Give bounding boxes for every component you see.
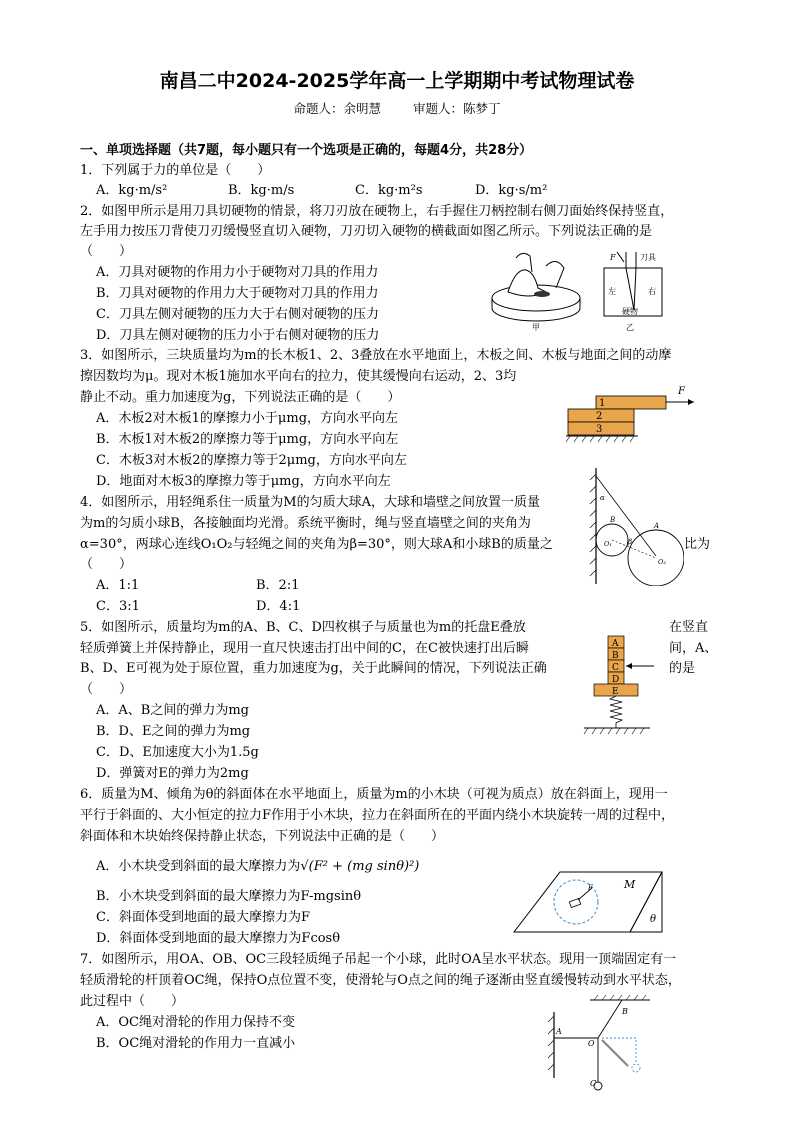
q1-option-b: B．kg·m/s: [228, 183, 295, 198]
q5-line-1-tail: 在竖直: [669, 620, 709, 635]
fig-yi-caption: 乙: [626, 323, 634, 332]
piece-d-label: D: [612, 675, 620, 685]
q6-line-1: 6．质量为M、倾角为θ的斜面体在水平地面上，质量为m的小木块（可视为质点）放在斜面上，现用一: [80, 787, 668, 802]
q4-line-3: α=30°，两球心连线O₁O₂与轻绳之间的夹角为β=30°，则大球A和小球B的质量之: [80, 537, 553, 552]
q6-option-d: D．斜面体受到地面的最大摩擦力为Fcosθ: [96, 931, 341, 946]
q2-figure: [486, 248, 726, 336]
q6-force-label: F: [588, 884, 593, 892]
label-alpha: α: [600, 494, 605, 502]
pulley-rod: [602, 1040, 628, 1066]
fig-yi-force-label: F: [610, 253, 616, 262]
q6-option-c: C．斜面体受到地面的最大摩擦力为F: [96, 910, 310, 925]
board-1-shape: [596, 396, 666, 409]
q3-option-d: D．地面对木板3的摩擦力等于μmg，方向水平向左: [96, 474, 391, 489]
board-3-label: 3: [596, 424, 603, 435]
q6-mass-label: M: [624, 878, 636, 891]
q3-force-label: F: [678, 386, 685, 397]
fig-yi-right-label: 右: [648, 287, 656, 296]
q2-option-d: D．刀具左侧对硬物的压力小于右侧对硬物的压力: [96, 328, 380, 343]
q4-line-4: （ ）: [80, 557, 133, 572]
q1-option-c: C．kg·m²s: [355, 183, 423, 198]
q5-option-c: C．D、E加速度大小为1.5g: [96, 745, 259, 760]
fig-yi-left-label: 左: [608, 287, 616, 296]
board-1-label: 1: [599, 398, 606, 409]
q4-option-d: D．4:1: [256, 599, 301, 614]
q4-figure: [584, 466, 684, 586]
q5-option-a: A．A、B之间的弹力为mg: [96, 703, 249, 718]
piece-a-label: A: [612, 639, 619, 649]
q2-option-b: B．刀具对硬物的作用力大于硬物对刀具的作用力: [96, 286, 379, 301]
incline-top-face: [514, 872, 662, 932]
setter-label: 命题人：余明慧: [293, 101, 381, 116]
label-ball-b: B: [610, 516, 616, 524]
q4-option-b: B．2:1: [256, 578, 300, 593]
label-beta: β: [628, 538, 633, 546]
q1-stem: 1．下列属于力的单位是（ ）: [80, 163, 271, 178]
q5-line-1: 5．如图所示，质量均为m的A、B、C、D四枚棋子与质量也为m的托盘E叠放: [80, 620, 526, 635]
q5-option-b: B．D、E之间的弹力为mg: [96, 724, 251, 739]
q6-option-b: B．小木块受到斜面的最大摩擦力为F-mgsinθ: [96, 889, 362, 904]
q7-line-2: 轻质滑轮的杆顶着OC绳，保持O点位置不变，使滑轮与O点之间的绳子逐渐由竖直缓慢转动到水平状态，: [80, 973, 681, 988]
reviewer-label: 审题人：陈梦丁: [412, 101, 501, 116]
q6-option-a-formula: √(F² + (mg sinθ)²): [300, 859, 420, 874]
q2-line-2: 左手用力按压刀背使刀刃缓慢竖直切入硬物，刀刃切入硬物的横截面如图乙所示。下列说法正确的是: [80, 224, 653, 239]
q1-option-a: A．kg·m/s²: [96, 183, 168, 198]
q4-line-1: 4．如图所示，用轻绳系住一质量为M的匀质大球A，大球和墙壁之间放置一质量: [80, 495, 540, 510]
rope-ob: [598, 1000, 622, 1038]
page-title: 南昌二中2024-2025学年高一上学期期中考试物理试卷: [159, 70, 635, 92]
q5-line-3: B、D、E可视为处于原位置，重力加速度为g，关于此瞬间的情况，下列说法正确: [80, 661, 547, 676]
q2-option-a: A．刀具对硬物的作用力小于硬物对刀具的作用力: [96, 265, 379, 280]
fig-yi-knife-label: 刀具: [640, 253, 656, 262]
q5-line-2-tail: 间，A、: [669, 641, 718, 656]
q7-label-b: B: [622, 1007, 628, 1016]
q7-label-c: C: [590, 1079, 597, 1088]
q6-figure: [508, 866, 668, 940]
q3-line-2: 擦因数均为μ。现对木板1施加水平向右的拉力，使其缓慢向右运动，2、3均: [80, 369, 517, 384]
board-2-label: 2: [596, 411, 603, 422]
q7-label-o: O: [588, 1039, 595, 1048]
q5-option-d: D．弹簧对E的弹力为2mg: [96, 766, 249, 781]
q6-line-2: 平行于斜面的、大小恒定的拉力F作用于小木块，拉力在斜面所在的平面内绕小木块旋转一周的过程中，: [80, 808, 675, 823]
q6-option-a-text: A．小木块受到斜面的最大摩擦力为: [96, 859, 301, 874]
q3-option-b: B．木板1对木板2的摩擦力等于μmg，方向水平向左: [96, 432, 399, 447]
label-o2: O₂: [658, 558, 666, 566]
q2-option-c: C．刀具左侧对硬物的压力大于右侧对硬物的压力: [96, 307, 379, 322]
label-ball-a: A: [654, 522, 660, 530]
author-line: [0, 99, 794, 117]
spring-shape: [610, 696, 622, 728]
q7-figure: [540, 994, 670, 1098]
fig-jia-caption: 甲: [532, 323, 540, 332]
q3-figure: [566, 382, 706, 456]
piece-e-label: E: [612, 687, 619, 697]
label-o1: O₁: [604, 540, 612, 548]
section-heading: 一、单项选择题（共7题，每小题只有一个选项是正确的，每题4分，共28分）: [80, 143, 533, 158]
q5-figure: [576, 632, 666, 740]
q1-option-d: D．kg·s/m²: [475, 183, 548, 198]
q5-line-3-tail: 的是: [669, 661, 696, 676]
q7-option-b: B．OC绳对滑轮的作用力一直减小: [96, 1036, 296, 1051]
block-shape: [569, 898, 580, 907]
piece-c-label: C: [612, 663, 619, 673]
q4-line-3-tail: 比为: [684, 537, 711, 552]
fig-yi-object-label: 硬物: [622, 307, 638, 316]
q2-line-1: 2．如图甲所示是用刀具切硬物的情景，将刀刃放在硬物上，右手握住刀柄控制右侧刀面始终保持竖直，: [80, 204, 674, 219]
q6-line-3: 斜面体和木块始终保持静止状态，下列说法中正确的是（ ）: [80, 829, 445, 844]
q3-line-3: 静止不动。重力加速度为g，下列说法正确的是（ ）: [80, 390, 401, 405]
q5-line-4: （ ）: [80, 682, 133, 697]
q4-option-a: A．1:1: [96, 578, 140, 593]
q3-line-1: 3．如图所示，三块质量均为m的长木板1、2、3叠放在水平地面上，木板之间、木板与地面之间的动摩: [80, 348, 672, 363]
q7-label-a: A: [556, 1027, 562, 1036]
q4-line-2: 为m的匀质小球B，各接触面均光滑。系统平衡时，绳与竖直墙壁之间的夹角为: [80, 516, 531, 531]
q4-option-c: C．3:1: [96, 599, 140, 614]
q7-line-3: 此过程中（ ）: [80, 994, 185, 1009]
q5-line-2: 轻质弹簧上并保持静止，现用一直尺快速击打出中间的C，在C被快速打出后瞬: [80, 641, 529, 656]
piece-b-label: B: [612, 651, 619, 661]
q2-line-3: （ ）: [80, 244, 133, 259]
q7-line-1: 7．如图所示，用OA、OB、OC三段轻质绳子吊起一个小球，此时OA呈水平状态。现用一顶端固定有一: [80, 952, 677, 967]
q6-angle-label: θ: [650, 914, 657, 925]
q7-option-a: A．OC绳对滑轮的作用力保持不变: [96, 1015, 295, 1030]
q3-option-c: C．木板3对木板2的摩擦力等于2μmg，方向水平向左: [96, 453, 407, 468]
q3-option-a: A．木板2对木板1的摩擦力小于μmg，方向水平向左: [96, 411, 399, 426]
q6-option-a: [96, 858, 419, 876]
cutting-board-drawing: [492, 253, 580, 321]
